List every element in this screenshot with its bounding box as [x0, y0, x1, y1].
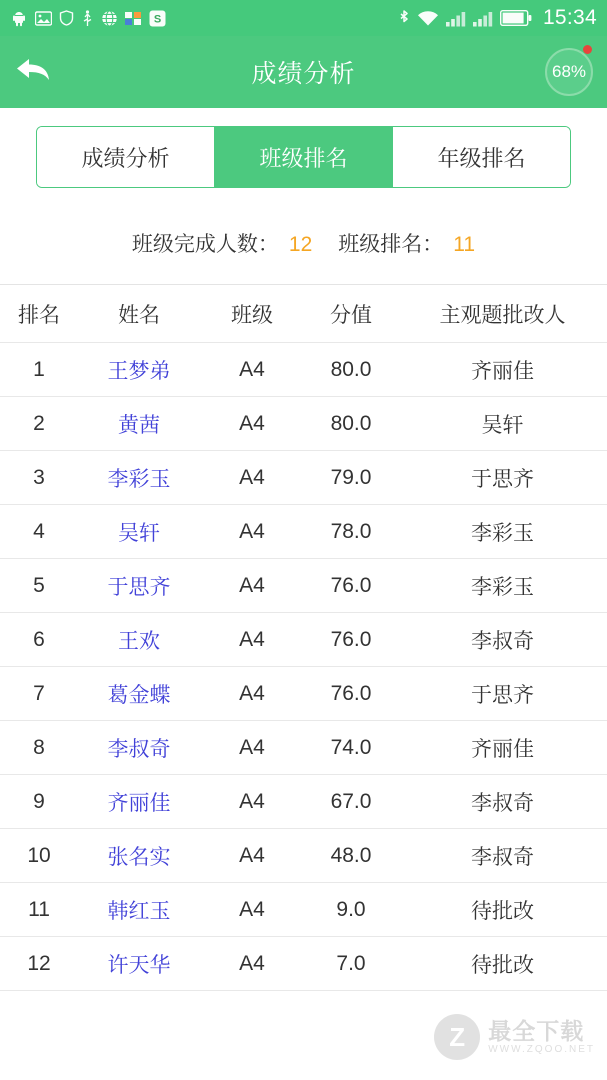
summary-rank-label: 班级排名： — [338, 233, 444, 256]
cell-grader: 待批改 — [471, 899, 534, 923]
signal-icon — [446, 10, 466, 27]
cell-name[interactable]: 王欢 — [118, 629, 160, 653]
cell-score: 76.0 — [330, 681, 372, 705]
cell-class: A4 — [239, 411, 265, 435]
table-header-grader: 主观题批改人 — [439, 303, 566, 327]
cell-grader: 李彩玉 — [471, 575, 534, 599]
apps-icon — [125, 11, 142, 26]
cell-grader: 于思齐 — [471, 467, 534, 491]
cell-class: A4 — [239, 735, 265, 759]
table-header-score: 分值 — [330, 303, 372, 327]
cell-class: A4 — [239, 627, 265, 651]
cell-grader: 李叔奇 — [471, 791, 534, 815]
cell-name[interactable]: 李彩玉 — [107, 467, 171, 491]
shield-icon — [59, 10, 74, 26]
svg-text:S: S — [153, 13, 162, 25]
cell-class: A4 — [239, 897, 265, 921]
table-row[interactable] — [0, 343, 607, 397]
cell-rank: 10 — [27, 843, 51, 867]
cell-class: A4 — [239, 357, 265, 381]
cell-class: A4 — [239, 681, 265, 705]
cell-grader: 李彩玉 — [471, 521, 534, 545]
status-bar-right-icons — [398, 6, 597, 30]
cell-name[interactable]: 齐丽佳 — [107, 791, 171, 815]
cell-score: 78.0 — [330, 519, 372, 543]
tab-group — [36, 126, 571, 188]
table-row[interactable] — [0, 721, 607, 775]
cell-name[interactable]: 张名实 — [107, 845, 171, 869]
wifi-icon — [417, 10, 439, 27]
cell-rank: 9 — [33, 789, 45, 813]
summary-rank-value: 11 — [453, 233, 476, 256]
ranking-table — [0, 285, 607, 1080]
table-row[interactable] — [0, 775, 607, 829]
cell-rank: 4 — [33, 519, 45, 543]
cell-name[interactable]: 许天华 — [107, 953, 171, 977]
cell-rank: 7 — [33, 681, 45, 705]
cell-rank: 8 — [33, 735, 45, 759]
cell-rank: 11 — [28, 897, 50, 921]
status-bar-clock: 15:34 — [542, 6, 597, 29]
cell-rank: 2 — [33, 411, 45, 435]
table-header-name: 姓名 — [118, 303, 160, 327]
watermark-title: 最全下载 — [488, 1017, 585, 1044]
status-bar-left-icons — [10, 9, 166, 27]
battery-percent-badge[interactable]: 68% — [545, 48, 593, 96]
watermark-logo-icon: Z — [434, 1014, 480, 1060]
cell-rank: 1 — [33, 357, 45, 381]
summary-bar — [0, 204, 607, 285]
android-robot-icon — [10, 9, 28, 27]
usb-icon — [81, 10, 94, 27]
cell-rank: 6 — [33, 627, 45, 651]
cell-grader: 齐丽佳 — [471, 737, 534, 761]
cell-class: A4 — [239, 789, 265, 813]
table-row[interactable] — [0, 397, 607, 451]
table-row[interactable] — [0, 613, 607, 667]
watermark — [434, 1014, 595, 1060]
status-bar — [0, 0, 607, 36]
signal2-icon — [473, 10, 493, 27]
cell-score: 79.0 — [330, 465, 372, 489]
cell-class: A4 — [239, 951, 265, 975]
cell-rank: 12 — [27, 951, 51, 975]
table-row[interactable] — [0, 937, 607, 991]
cell-grader: 李叔奇 — [471, 845, 534, 869]
cell-score: 9.0 — [336, 897, 366, 921]
summary-finished-value: 12 — [288, 233, 313, 256]
cell-score: 67.0 — [330, 789, 372, 813]
cell-grader: 于思齐 — [471, 683, 534, 707]
table-row[interactable] — [0, 451, 607, 505]
cell-score: 80.0 — [330, 411, 372, 435]
table-row[interactable] — [0, 559, 607, 613]
cell-name[interactable]: 吴轩 — [118, 521, 160, 545]
cell-name[interactable]: 王梦弟 — [107, 359, 171, 383]
tab-class-ranking[interactable]: 班级排名 — [215, 127, 393, 187]
cell-name[interactable]: 于思齐 — [107, 575, 171, 599]
summary-finished-count — [132, 228, 312, 258]
table-header-rank: 排名 — [18, 303, 60, 327]
cell-score: 80.0 — [330, 357, 372, 381]
table-row[interactable] — [0, 829, 607, 883]
summary-finished-label: 班级完成人数： — [131, 233, 279, 256]
table-row[interactable] — [0, 883, 607, 937]
title-bar — [0, 36, 607, 108]
cell-grader: 李叔奇 — [471, 629, 534, 653]
cell-grader: 吴轩 — [481, 413, 524, 437]
watermark-url: WWW.ZQOO.NET — [488, 1044, 595, 1056]
photo-icon — [35, 11, 52, 26]
cell-score: 48.0 — [330, 843, 372, 867]
page-title: 成绩分析 — [251, 60, 356, 88]
tab-grade-ranking[interactable]: 年级排名 — [393, 127, 570, 187]
table-row[interactable] — [0, 505, 607, 559]
table-row[interactable] — [0, 667, 607, 721]
table-header-row — [0, 285, 607, 343]
globe-icon — [101, 10, 118, 27]
cell-name[interactable]: 黄茜 — [118, 413, 160, 437]
cell-name[interactable]: 葛金蝶 — [107, 683, 171, 707]
cell-grader: 待批改 — [471, 953, 534, 977]
cell-name[interactable]: 韩红玉 — [107, 899, 171, 923]
cell-score: 74.0 — [330, 735, 372, 759]
watermark-text — [488, 1019, 595, 1055]
battery-icon — [500, 10, 532, 26]
cell-class: A4 — [239, 465, 265, 489]
cell-class: A4 — [239, 843, 265, 867]
cell-grader: 齐丽佳 — [471, 359, 534, 383]
tab-bar — [0, 108, 607, 204]
cell-name[interactable]: 李叔奇 — [107, 737, 171, 761]
s-app-icon — [149, 10, 166, 27]
cell-class: A4 — [239, 573, 265, 597]
cell-score: 76.0 — [330, 573, 372, 597]
cell-score: 76.0 — [330, 627, 372, 651]
summary-class-rank — [338, 228, 475, 258]
cell-rank: 3 — [33, 465, 45, 489]
tab-score-analysis[interactable]: 成绩分析 — [37, 127, 215, 187]
cell-class: A4 — [239, 519, 265, 543]
cell-rank: 5 — [33, 573, 45, 597]
table-header-class: 班级 — [231, 303, 273, 327]
bluetooth-icon — [398, 9, 410, 28]
cell-score: 7.0 — [336, 951, 366, 975]
